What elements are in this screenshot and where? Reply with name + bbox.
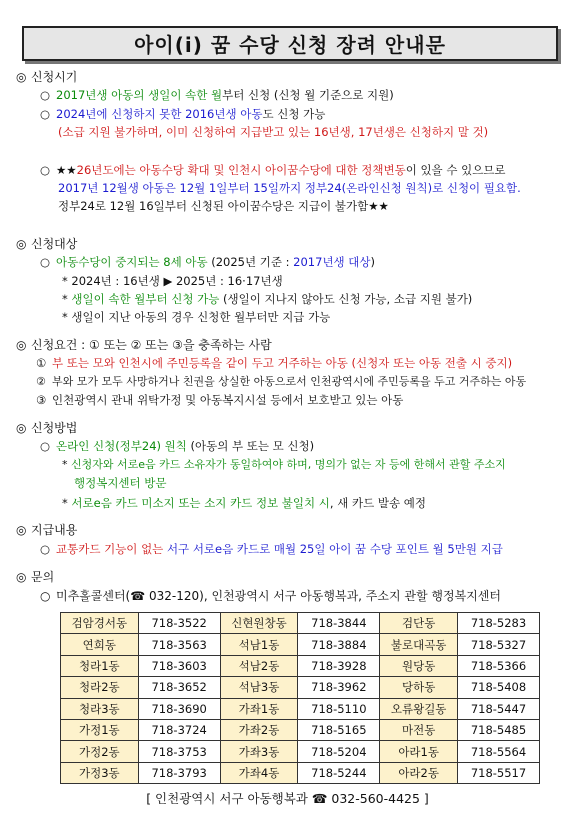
district-name-cell: 당하동 <box>380 677 458 698</box>
table-row <box>61 655 540 676</box>
phone-number-cell: 718-5204 <box>298 741 380 762</box>
phone-number-cell: 718-3522 <box>138 613 220 634</box>
document-title: 아이(i) 꿈 수당 신청 장려 안내문 <box>22 26 558 61</box>
requirement-2: ② 부와 모가 모두 사망하거나 친권을 상실한 아동으로서 인천광역시에 주민등록을 두고 거주하는 아동 <box>36 375 527 388</box>
period-item-3: ○ ★★26년도에는 아동수당 확대 및 인천시 아이꿈수당에 대한 정책변동이 있을 수 있으므로 <box>40 163 506 177</box>
phone-number-cell: 718-3884 <box>298 634 380 655</box>
phone-number-cell: 718-5244 <box>298 762 380 783</box>
table-row <box>61 698 540 719</box>
phone-number-cell: 718-5564 <box>458 741 540 762</box>
district-name-cell: 불로대곡동 <box>380 634 458 655</box>
section-heading-inquiry: ◎ 문의 <box>16 570 55 584</box>
period-note: 정부24로 12월 16일부터 신청된 아이꿈수당은 지급이 불가함★★ <box>58 199 389 213</box>
section-heading-payment: ◎ 지급내용 <box>16 523 78 537</box>
phone-number-cell: 718-5447 <box>458 698 540 719</box>
requirement-3: ③ 인천광역시 관내 위탁가정 및 아동복지시설 등에서 보호받고 있는 아동 <box>36 393 404 407</box>
district-name-cell: 가좌1동 <box>220 698 298 719</box>
phone-number-cell: 718-3652 <box>138 677 220 698</box>
target-sub-1: * 2024년 : 16년생 ▶ 2025년 : 16·17년생 <box>62 274 283 288</box>
period-item-1: ○ 2017년생 아동의 생일이 속한 월부터 신청 (신청 월 기준으로 지원) <box>40 88 394 102</box>
phone-number-cell: 718-5327 <box>458 634 540 655</box>
section-heading-method: ◎ 신청방법 <box>16 421 78 435</box>
phone-number-cell: 718-3793 <box>138 762 220 783</box>
phone-number-cell: 718-3724 <box>138 719 220 740</box>
district-name-cell: 가좌4동 <box>220 762 298 783</box>
contact-directory-table <box>60 612 540 784</box>
phone-number-cell: 718-5366 <box>458 655 540 676</box>
district-name-cell: 청라1동 <box>61 655 139 676</box>
district-name-cell: 검암경서동 <box>61 613 139 634</box>
phone-number-cell: 718-5517 <box>458 762 540 783</box>
table-row <box>61 762 540 783</box>
section-heading-period: ◎ 신청시기 <box>16 70 78 84</box>
phone-number-cell: 718-5485 <box>458 719 540 740</box>
district-name-cell: 석남3동 <box>220 677 298 698</box>
period-note-red: (소급 지원 불가하며, 이미 신청하여 지급받고 있는 16년생, 17년생은 신청하지 말 것) <box>58 125 489 139</box>
district-name-cell: 아라1동 <box>380 741 458 762</box>
section-heading-requirements: ◎ 신청요건 : ① 또는 ② 또는 ③을 충족하는 사람 <box>16 338 272 352</box>
district-name-cell: 석남1동 <box>220 634 298 655</box>
district-name-cell: 가정3동 <box>61 762 139 783</box>
method-item-1: ○ 온라인 신청(정부24) 원칙 (아동의 부 또는 모 신청) <box>40 439 315 453</box>
district-name-cell: 가정1동 <box>61 719 139 740</box>
district-name-cell: 가정2동 <box>61 741 139 762</box>
phone-number-cell: 718-3563 <box>138 634 220 655</box>
district-name-cell: 마전동 <box>380 719 458 740</box>
period-item-2: ○ 2024년에 신청하지 못한 2016년생 아동도 신청 가능 <box>40 107 326 121</box>
requirement-1: ① 부 또는 모와 인천시에 주민등록을 같이 두고 거주하는 아동 (신청자 또는 아동 전출 시 중지) <box>36 356 513 370</box>
phone-number-cell: 718-3753 <box>138 741 220 762</box>
section-heading-target: ◎ 신청대상 <box>16 237 78 251</box>
table-row <box>61 741 540 762</box>
table-row <box>61 677 540 698</box>
target-item-1: ○ 아동수당이 중지되는 8세 아동 (2025년 기준 : 2017년생 대상) <box>40 255 376 269</box>
district-name-cell: 가좌3동 <box>220 741 298 762</box>
phone-number-cell: 718-5283 <box>458 613 540 634</box>
table-row <box>61 719 540 740</box>
period-note-blue: 2017년 12월생 아동은 12월 1일부터 15일까지 정부24(온라인신청 원칙)로 신청이 필요함. <box>58 181 521 195</box>
phone-number-cell: 718-3962 <box>298 677 380 698</box>
phone-number-cell: 718-3603 <box>138 655 220 676</box>
table-row <box>61 634 540 655</box>
inquiry-item-1: ○ 미추홀콜센터(☎ 032-120), 인천광역시 서구 아동행복과, 주소지 관할 행정복지센터 <box>40 589 501 603</box>
phone-number-cell: 718-5110 <box>298 698 380 719</box>
phone-number-cell: 718-3690 <box>138 698 220 719</box>
phone-number-cell: 718-5165 <box>298 719 380 740</box>
table-row <box>61 613 540 634</box>
target-sub-2: * 생일이 속한 월부터 신청 가능 (생일이 지나지 않아도 신청 가능, 소급 지원 불가) <box>62 292 473 306</box>
district-name-cell: 원당동 <box>380 655 458 676</box>
district-name-cell: 아라2동 <box>380 762 458 783</box>
phone-number-cell: 718-3928 <box>298 655 380 676</box>
method-sub-1-cont: 행정복지센터 방문 <box>74 476 167 490</box>
target-sub-3: * 생일이 지난 아동의 경우 신청한 월부터만 지급 가능 <box>62 310 331 324</box>
district-name-cell: 신현원창동 <box>220 613 298 634</box>
district-name-cell: 청라3동 <box>61 698 139 719</box>
method-sub-2: * 서로e음 카드 미소지 또는 소지 카드 정보 불일치 시, 새 카드 발송 예정 <box>62 496 426 510</box>
district-name-cell: 석남2동 <box>220 655 298 676</box>
phone-number-cell: 718-5408 <box>458 677 540 698</box>
district-name-cell: 가좌2동 <box>220 719 298 740</box>
district-name-cell: 청라2동 <box>61 677 139 698</box>
payment-item-1: ○ 교통카드 기능이 없는 서구 서로e음 카드로 매월 25일 아이 꿈 수당 포인트 월 5만원 지급 <box>40 542 503 556</box>
district-name-cell: 오류왕길동 <box>380 698 458 719</box>
district-name-cell: 검단동 <box>380 613 458 634</box>
district-name-cell: 연희동 <box>61 634 139 655</box>
phone-number-cell: 718-3844 <box>298 613 380 634</box>
footer-contact: [ 인천광역시 서구 아동행복과 ☎ 032-560-4425 ] <box>146 791 429 806</box>
method-sub-1: * 신청자와 서로e음 카드 소유자가 동일하여야 하며, 명의가 없는 자 등에 한해서 관할 주소지 <box>62 458 506 471</box>
